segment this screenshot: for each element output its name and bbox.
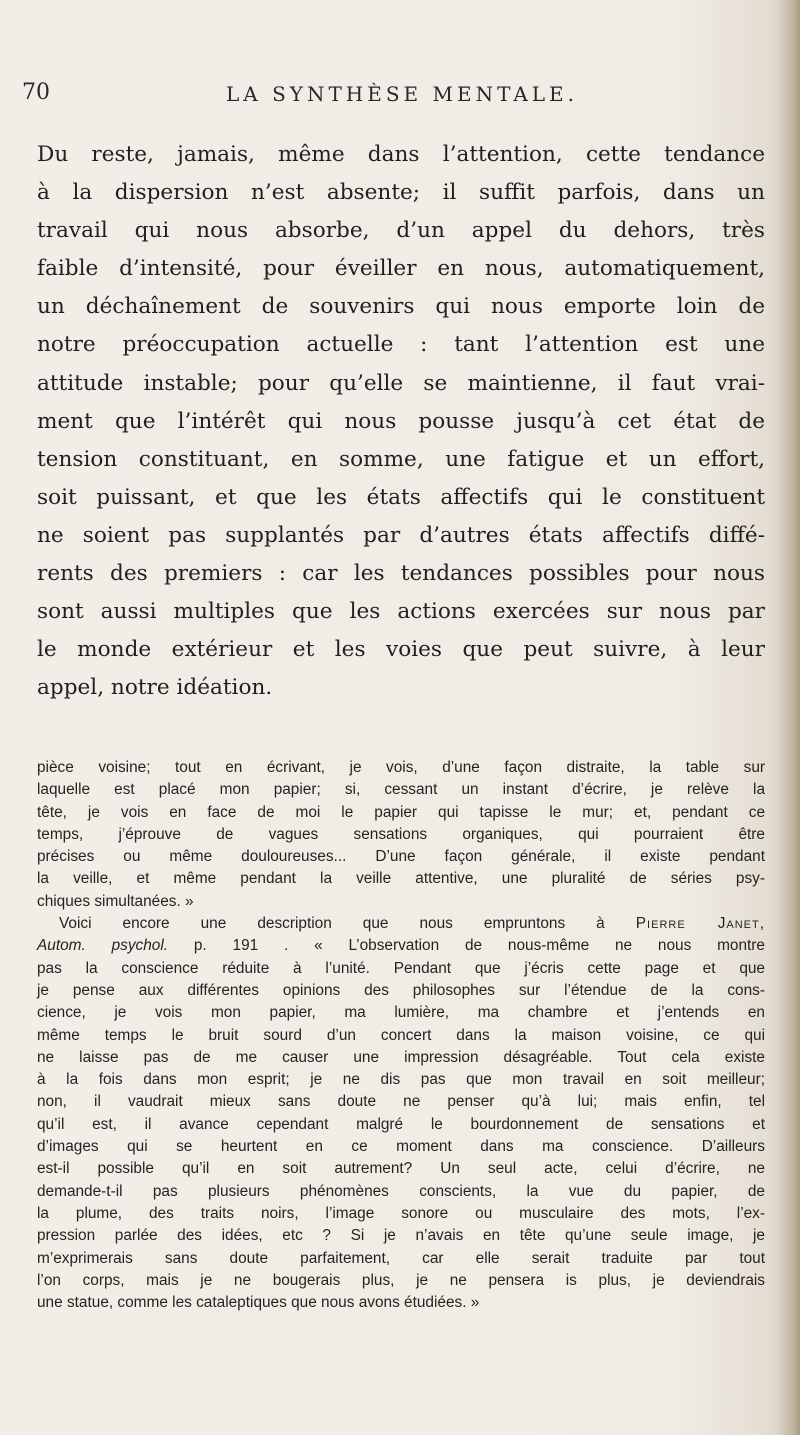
text-line: tension constituant, en somme, une fatigue et un effort, — [37, 446, 765, 472]
footnote-line: chiques simultanées. » — [37, 892, 194, 910]
text-line: un déchaînement de souvenirs qui nous emporte loin de — [37, 294, 765, 320]
page-edge-shadow — [778, 0, 800, 1435]
text-line: attitude instable; pour qu’elle se maintienne, il faut vrai- — [37, 370, 765, 396]
page-number: 70 — [22, 80, 50, 105]
footnote-line: est-il possible qu’il en soit autrement? Un seul acte, celui d’écrire, ne — [37, 1160, 765, 1178]
footnote-line: l’on corps, mais je ne bougerais plus, je ne pensera is plus, je deviendrais — [37, 1271, 765, 1289]
text-line: sont aussi multiples que les actions exercées sur nous par — [37, 599, 765, 625]
footnote-line: précises ou même douloureuses... D’une façon générale, il existe pendant — [37, 848, 765, 866]
text-line: ment que l’intérêt qui nous pousse jusqu’à cet état de — [37, 408, 765, 434]
footnote-line: la veille, et même pendant la veille attentive, une pluralité de séries psy- — [37, 870, 765, 888]
footnote-line: laquelle est placé mon papier; si, cessant un instant d’écrire, je relève la — [37, 781, 765, 799]
footnote-line: qu’il est, il avance cependant malgré le bourdonnement de sensations et — [37, 1115, 765, 1133]
footnote-line: cience, je vois mon papier, ma lumière, ma chambre et j’entends en — [37, 1004, 765, 1022]
footnote-line: une statue, comme les cataleptiques que nous avons étudiées. » — [37, 1294, 480, 1312]
quote-intro: Voici encore une description que nous empruntons à — [59, 915, 605, 933]
text-line: notre préoccupation actuelle : tant l’attention est une — [37, 332, 765, 358]
footnote-line: d’images qui se heurtent en ce moment dans ma conscience. D’ailleurs — [37, 1138, 765, 1156]
text-line: soit puissant, et que les états affectifs qui le constituent — [37, 484, 765, 510]
footnote-line: pièce voisine; tout en écrivant, je vois, d’une façon distraite, la table sur — [37, 759, 765, 776]
main-paragraph — [37, 136, 765, 707]
text-line: Du reste, jamais, même dans l’attention, cette tendance — [37, 142, 765, 167]
running-title: LA SYNTHÈSE MENTALE. — [225, 82, 579, 106]
footnote-line: demande-t-il pas plusieurs phénomènes conscients, la vue du papier, de — [37, 1182, 765, 1200]
citation-rest: p. 191 . « L’observation de nous-même ne nous montre — [193, 937, 765, 955]
footnote-citation-line — [37, 935, 765, 957]
footnote-line: à la fois dans mon esprit; je ne dis pas que mon travail en soit meilleur; — [37, 1071, 765, 1089]
footnote-quote-intro-line — [37, 913, 765, 935]
text-line: travail qui nous absorbe, d’un appel du dehors, très — [37, 218, 765, 244]
footnote-line: tête, je vois en face de moi le papier qui tapisse le mur; et, pendant ce — [37, 803, 765, 821]
footnote-line: ne laisse pas de me causer une impression désagréable. Tout cela existe — [37, 1048, 765, 1066]
footnote-line: temps, j’éprouve de vagues sensations organiques, qui pourraient être — [37, 825, 765, 843]
text-line: le monde extérieur et les voies que peut suivre, à leur — [37, 637, 765, 663]
text-line: à la dispersion n’est absente; il suffit parfois, dans un — [37, 180, 765, 206]
cited-author: Pierre Janet, — [635, 915, 765, 933]
text-line: rents des premiers : car les tendances possibles pour nous — [37, 561, 765, 587]
text-line: faible d’intensité, pour éveiller en nous, automatiquement, — [37, 256, 765, 282]
footnote-line: pression parlée des idées, etc ? Si je n’avais en tête qu’une seule image, je — [37, 1227, 765, 1245]
page-header — [22, 80, 782, 110]
text-line: ne soient pas supplantés par d’autres états affectifs diffé- — [37, 522, 765, 548]
cited-work-title: Autom. psychol. — [37, 937, 169, 955]
footnote-line: même temps le bruit sourd d’un concert dans la maison voisine, ce qui — [37, 1026, 765, 1044]
footnote-line: non, il vaudrait mieux sans doute ne penser qu’à lui; mais enfin, tel — [37, 1093, 765, 1111]
footnote-line: la plume, des traits noirs, l’image sonore ou musculaire des mots, l’ex- — [37, 1204, 765, 1222]
footnote-block — [37, 757, 765, 1314]
footnote-line: je pense aux différentes opinions des philosophes sur l’étendue de la cons- — [37, 981, 765, 999]
footnote-line: pas la conscience réduite à l’unité. Pendant que j’écris cette page et que — [37, 959, 765, 977]
footnote-line: m’exprimerais sans doute parfaitement, car elle serait traduite par tout — [37, 1249, 765, 1267]
text-line: appel, notre idéation. — [37, 675, 273, 701]
